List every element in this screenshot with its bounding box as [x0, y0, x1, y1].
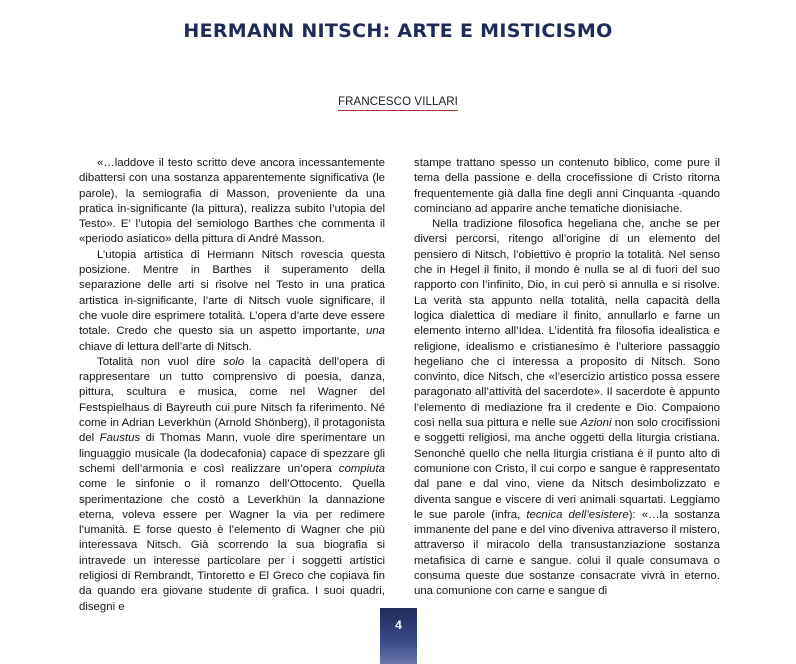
author-name: FRANCESCO VILLARI: [338, 96, 458, 111]
emphasis: Faustus: [99, 432, 141, 445]
page-number-tab: [380, 608, 417, 664]
right-paragraph-2: [414, 217, 720, 599]
text-run: L’utopia artistica di Hermann Nitsch rovescia questa posizione. Mentre in Barthes il superamento della separazione delle arti si risolve nel Testo in una pratica artistica in-significante, l’arte di Nitsch vuole significare, il che vuole dire esprimere totalità. L’opera d’arte deve essere totale. Credo che questo sia un aspetto importante,: [79, 248, 385, 338]
left-column: [79, 156, 385, 615]
article-title: HERMANN NITSCH: ARTE E MISTICISMO: [183, 20, 613, 42]
text-run: Nella tradizione filosofica hegeliana che, anche se per diversi percorsi, ritengo all’origine di un elemento del pensiero di Nitsch, l’obiettivo è proprio la totalità. Nel senso che in Hegel il finito, il mondo è nulla se al di fuori del suo rapporto con l’infinito, Dio, in cui però si annulla e si risolve. La verità sta appunto nella totalità, nella capacità della logica dialettica di mediare il finito, annullarlo e farne un elemento interno all’Idea. L’identità fra filosofia idealistica e religione, idealismo e cristianesimo è l’ulteriore passaggio hegeliano che ci interessa a proposito di Nitsch. Sono convinto, dice Nitsch, che «l’esercizio artistico possa essere paragonato all’attività del sacerdote». Il sacerdote è appunto l’elemento di mediazione fra il credente e Dio. Compaiono così nella sua pittura e nelle sue: [414, 218, 720, 430]
right-paragraph-1: stampe trattano spesso un contenuto biblico, come pure il tema della passione e della crocefissione di Cristo ritorna frequentemente già dalla fine degli anni Cinquanta -quando cominciano ad apparire anche tematiche dionisiache.: [414, 157, 720, 215]
right-column: [414, 156, 720, 600]
text-run: chiave di lettura dell’arte di Nitsch.: [79, 340, 252, 353]
left-paragraph-2: [79, 248, 385, 355]
text-run: ): «…la sostanza immanente del pane e del vino diveniva attraverso il mistero, attraverso il miracolo della transustanziazione sostanza metafisica di carne e sangue. colui il quale consumava o consuma queste due sostanze consacrate vivrà in eterno. una comunione con carne e sangue di: [414, 508, 720, 598]
text-run: come le sinfonie o il romanzo dell’Ottocento. Quella sperimentazione che costò a Leverkhün la dannazione eterna, voleva essere per Wagner la via per redimere l’umanità. E forse questo è l’elemento di Wagner che più interessava Nitsch. Già scorrendo la sua biografia si intravede un interesse particolare per i soggetti artistici religiosi di Rembrandt, Tintoretto e El Greco che copiava fin da quando era giovane studente di grafica. I suoi quadri, disegni e: [79, 478, 385, 613]
text-run: di Thomas Mann, vuole dire sperimentare un linguaggio musicale (la dodecafonia) capace di spezzare gli schemi dell’armonia e così realizzare un’opera: [79, 432, 385, 475]
text-run: la capacità dell’opera di rappresentare un tutto comprensivo di poesia, danza, pittura, scultura e musica, come nel Wagner del Festspielhaus di Bayreuth cui pure Nitsch fa riferimento. Né come in Adrian Leverkhün (Arnold Shönberg), il protagonista del: [79, 355, 385, 445]
emphasis: compiuta: [338, 462, 385, 475]
emphasis: una: [365, 325, 385, 338]
left-paragraph-1: «…laddove il testo scritto deve ancora incessantemente dibattersi con una sostanza apparentemente significativa (le parole), la semiografia di Masson, proveniente da una pratica in-significante (la pittura), realizza subito l’utopia del Testo». E’ l’utopia del semiologo Barthes che commenta il «periodo asiatico» della pittura di André Masson.: [79, 157, 385, 246]
author-byline: [0, 92, 796, 111]
emphasis: tecnica dell’esistere: [526, 508, 629, 521]
emphasis: Azioni: [580, 417, 612, 430]
left-paragraph-3: [79, 355, 385, 615]
text-run: non solo crocifissioni e soggetti religiosi, ma anche oggetti della liturgia cristiana. Senonché quello che nella liturgia cristiana è il punto alto di comunione con Cristo, il cui corpo e sangue è rappresentato dal pane e dal vino, viene da Nitsch desimbolizzato e diventa sangue e viscere di veri animali squartati. Leggiamo le sue parole (infra,: [414, 417, 721, 521]
text-run: Totalità non vuol dire: [97, 355, 224, 368]
emphasis: solo: [223, 355, 245, 368]
page-number: 4: [395, 618, 402, 632]
